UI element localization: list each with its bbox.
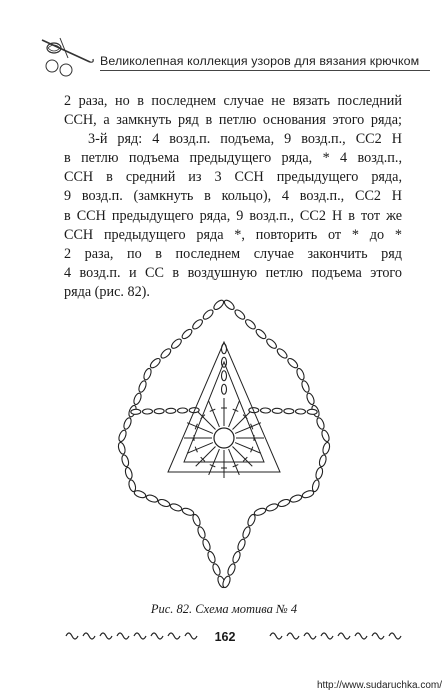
figure-caption: Рис. 82. Схема мотива № 4 xyxy=(150,602,298,616)
body-line: ССН в средний из 3 ССН предыдущего ряда, xyxy=(64,169,402,186)
body-line: в петлю подъема предыдущего ряда, * 4 возд.п., xyxy=(64,150,402,167)
body-line: 3-й ряд: 4 возд.п. подъема, 9 возд.п., СС2 Н xyxy=(88,131,402,148)
motif-center-ring xyxy=(214,428,234,448)
header-title: Великолепная коллекция узоров для вязания крючком xyxy=(100,54,420,68)
body-line: ССН предыдущего ряда *, повторить от * до * xyxy=(64,226,402,243)
body-line: 2 раза, по в последнем случае закончить ряд xyxy=(64,245,402,262)
body-line: ряда (рис. 82). xyxy=(64,283,150,300)
body-line: 4 возд.п. и СС в воздушную петлю подъема этого xyxy=(64,264,402,281)
body-text xyxy=(64,92,402,302)
page-number: 162 xyxy=(214,630,236,644)
body-line: 9 возд.п. (замкнуть в кольцо), 4 возд.п., СС2 Н xyxy=(64,188,402,205)
header-rule xyxy=(100,70,430,71)
crochet-motif-diagram xyxy=(90,292,358,592)
body-line: ССН, а замкнуть ряд в петлю основания этого ряда; xyxy=(64,112,402,129)
body-line: 2 раза, но в последнем случае не вязать последний xyxy=(64,93,402,109)
watermark-url: http://www.sudaruchka.com/ xyxy=(316,680,442,691)
hook-and-skein-icon xyxy=(38,36,98,86)
page-header xyxy=(38,36,430,86)
body-line: в ССН предыдущего ряда, 9 возд.п., СС2 Н в тот же xyxy=(64,207,402,224)
